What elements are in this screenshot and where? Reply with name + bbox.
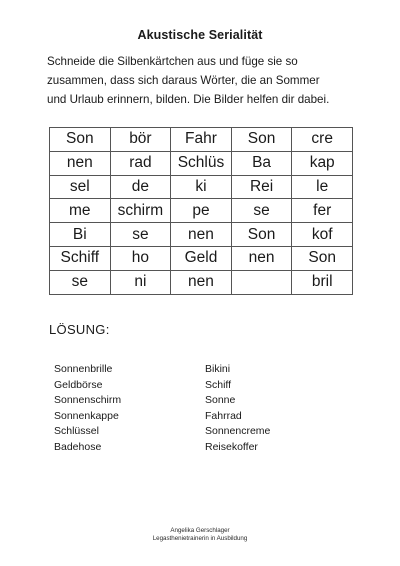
solution-word: Schiff xyxy=(205,378,232,391)
syllable-card: bör xyxy=(110,128,171,152)
syllable-row xyxy=(50,128,353,152)
syllable-card: nen xyxy=(171,223,232,247)
footer xyxy=(0,527,400,543)
syllable-card: ki xyxy=(171,175,232,199)
syllable-card: Bi xyxy=(50,223,111,247)
syllable-card: le xyxy=(292,175,353,199)
solution-list-right xyxy=(205,362,270,455)
syllable-card: ho xyxy=(110,246,171,270)
syllable-row xyxy=(50,223,353,247)
syllable-card: kap xyxy=(292,151,353,175)
author-name: Angelika Gerschlager xyxy=(170,527,230,534)
instructions-line: zusammen, dass sich daraus Wörter, die an Sommer xyxy=(47,74,320,87)
syllable-card: Son xyxy=(50,128,111,152)
syllable-row xyxy=(50,270,353,294)
syllable-card: Son xyxy=(231,223,292,247)
syllable-card: fer xyxy=(292,199,353,223)
syllable-card: Son xyxy=(292,246,353,270)
solution-word: Schlüssel xyxy=(54,425,99,437)
solution-word: Geldbörse xyxy=(54,378,103,391)
solution-word: Sonnenschirm xyxy=(54,394,122,406)
syllable-card: Schiff xyxy=(50,246,111,270)
syllable-card: Rei xyxy=(231,175,292,199)
solution-word: Sonnenbrille xyxy=(54,363,113,375)
syllable-card: Geld xyxy=(171,246,232,270)
syllable-card: Ba xyxy=(231,151,292,175)
syllable-card: se xyxy=(231,199,292,223)
solution-list-left xyxy=(54,362,121,455)
syllable-card: cre xyxy=(292,128,353,152)
solution-heading: LÖSUNG: xyxy=(49,322,110,337)
syllable-card: Fahr xyxy=(171,128,232,152)
worksheet-title: Akustische Serialität xyxy=(137,28,263,42)
solution-word: Reisekoffer xyxy=(205,440,258,453)
author-role: Legasthenietrainerin in Ausbildung xyxy=(152,535,248,542)
syllable-card: pe xyxy=(171,199,232,223)
solution-word: Sonnencreme xyxy=(205,425,271,437)
solution-word: Bikini xyxy=(205,363,231,375)
syllable-card: kof xyxy=(292,223,353,247)
solution-word: Badehose xyxy=(54,440,102,453)
instructions xyxy=(47,52,377,109)
syllable-card: bril xyxy=(292,270,353,294)
syllable-card: ni xyxy=(110,270,171,294)
syllable-card: nen xyxy=(50,151,111,175)
syllable-card: se xyxy=(110,223,171,247)
instructions-line: und Urlaub erinnern, bilden. Die Bilder helfen dir dabei. xyxy=(47,93,330,106)
syllable-card: sel xyxy=(50,175,111,199)
syllable-card: nen xyxy=(171,270,232,294)
syllable-row xyxy=(50,151,353,175)
solution-word: Sonne xyxy=(205,394,236,406)
syllable-card: Schlüs xyxy=(171,151,232,175)
syllable-card: de xyxy=(110,175,171,199)
syllable-row xyxy=(50,175,353,199)
syllable-card: nen xyxy=(231,246,292,270)
syllable-card: se xyxy=(50,270,111,294)
syllable-row xyxy=(50,199,353,223)
syllable-card xyxy=(231,270,292,294)
syllable-card: Son xyxy=(231,128,292,152)
syllable-card: me xyxy=(50,199,111,223)
syllable-card: schirm xyxy=(110,199,171,223)
syllable-table xyxy=(49,127,353,295)
syllable-card: rad xyxy=(110,151,171,175)
solution-word: Fahrrad xyxy=(205,409,242,422)
instructions-line: Schneide die Silbenkärtchen aus und füge sie so xyxy=(47,55,298,68)
syllable-row xyxy=(50,246,353,270)
solution-word: Sonnenkappe xyxy=(54,409,119,422)
